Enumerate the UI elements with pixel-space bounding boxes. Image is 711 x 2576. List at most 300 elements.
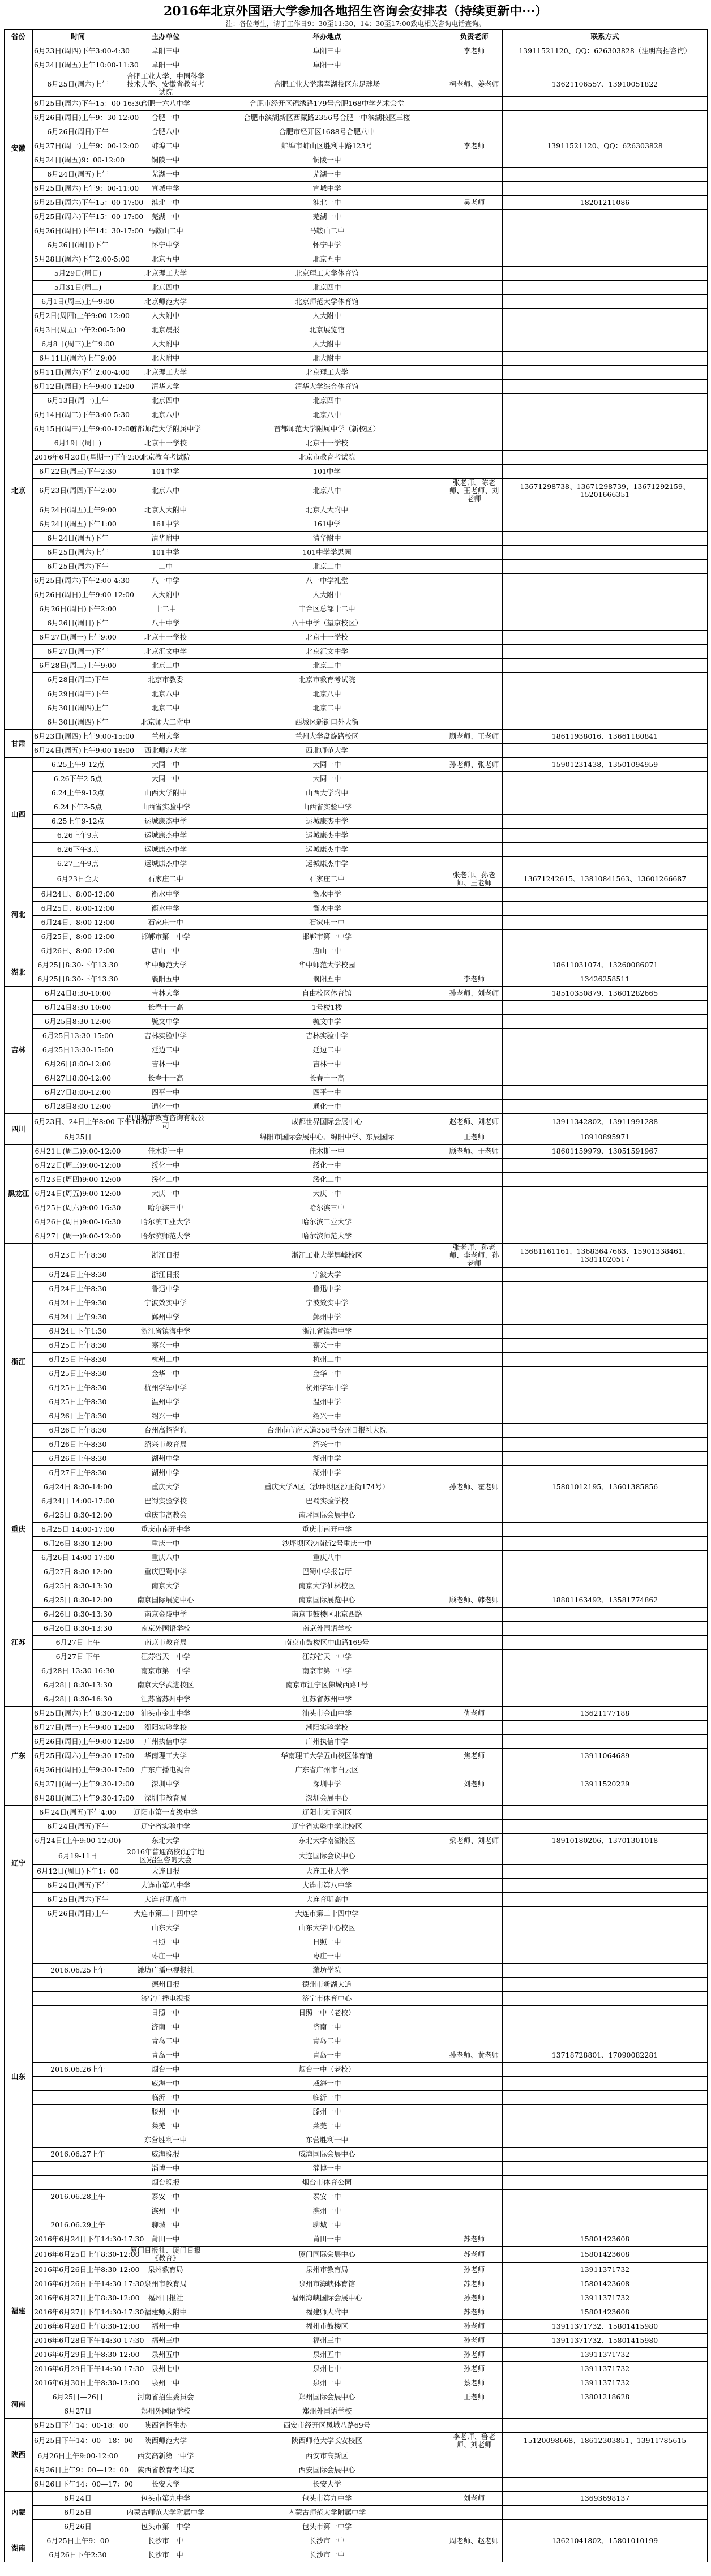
location-cell: 大同一中 (208, 772, 446, 786)
person-cell (446, 1692, 503, 1707)
organizer-cell: 合肥一六八中学 (123, 97, 208, 111)
location-cell: 浙江工业大学屏峰校区 (208, 1244, 446, 1268)
contact-cell (503, 2119, 708, 2133)
person-cell (446, 1678, 503, 1692)
table-row (5, 815, 708, 829)
table-row (5, 139, 708, 153)
contact-cell (503, 786, 708, 800)
organizer-cell: 南京大学武进校区 (123, 1678, 208, 1692)
location-cell: 日照一中（老校） (208, 2006, 446, 2020)
event-time-cell: 6月27日 (33, 2404, 123, 2419)
contact-cell (503, 1086, 708, 1100)
table-row (5, 1229, 708, 1244)
contact-cell (503, 888, 708, 902)
contact-cell (503, 1381, 708, 1395)
contact-cell: 13621177188 (503, 1707, 708, 1721)
location-cell: 绥化二中 (208, 1173, 446, 1187)
person-cell (446, 1282, 503, 1296)
table-row (5, 1565, 708, 1579)
organizer-cell: 陕西省招生办 (123, 2419, 208, 2433)
person-cell: 顾老师、韩老师 (446, 1593, 503, 1608)
table-row (5, 2020, 708, 2034)
event-time-cell: 5月31日(周二) (33, 281, 123, 295)
event-time-cell: 6月25日 (33, 1130, 123, 1145)
event-time-cell: 6月23日(周四)下午2:00 (33, 479, 123, 503)
contact-cell (503, 1201, 708, 1215)
organizer-cell: 四平一中 (123, 1086, 208, 1100)
person-cell (446, 532, 503, 546)
organizer-cell: 四川城市教育咨询有限公司 (123, 1114, 208, 1130)
contact-cell: 13621106557、13910051822 (503, 72, 708, 97)
organizer-cell: 陕西师范大学 (123, 2433, 208, 2449)
contact-cell (503, 930, 708, 944)
contact-cell (503, 2105, 708, 2119)
event-time-cell: 6月26日下午2:30 (33, 2548, 123, 2562)
organizer-cell: 北京五中 (123, 252, 208, 267)
table-row (5, 394, 708, 408)
event-time-cell: 6月24日下午1:30 (33, 1325, 123, 1339)
event-time-cell: 6月26日 (33, 2520, 123, 2534)
event-time-cell: 6月25日(周六)上午 (33, 546, 123, 560)
table-row (5, 1749, 708, 1763)
table-row (5, 2190, 708, 2204)
contact-cell: 18910180206、13701301018 (503, 1834, 708, 1848)
organizer-cell: 唐山一中 (123, 944, 208, 958)
person-cell (446, 337, 503, 352)
contact-cell (503, 916, 708, 930)
event-time-cell: 6月26日下午14：00—17：00 (33, 2478, 123, 2492)
contact-cell: 13911371732、15801415980 (503, 2320, 708, 2334)
location-cell: 泉州五中 (208, 2348, 446, 2362)
event-time-cell: 6月12日(周日)下午1：00 (33, 1865, 123, 1879)
organizer-cell: 聊城一中 (123, 2218, 208, 2232)
organizer-cell: 德州日报 (123, 1978, 208, 1992)
location-cell: 北京四中 (208, 394, 446, 408)
contact-cell (503, 1438, 708, 1452)
province-cell-neimenggu: 内蒙 (5, 2492, 33, 2534)
organizer-cell: 南京市第一中学 (123, 1664, 208, 1678)
location-cell: 南京市鼓楼区中山路169号 (208, 1636, 446, 1650)
table-row (5, 532, 708, 546)
organizer-cell: 绍兴市教育局 (123, 1438, 208, 1452)
location-cell: 石家庄一中 (208, 916, 446, 930)
location-cell: 北京二中 (208, 701, 446, 715)
event-time-cell: 6月25日 (33, 2506, 123, 2520)
table-row (5, 252, 708, 267)
contact-cell (503, 1978, 708, 1992)
person-cell: 李老师、鲁老师、刘老师 (446, 2433, 503, 2449)
table-row (5, 758, 708, 772)
person-cell (446, 588, 503, 602)
organizer-cell: 八十中学 (123, 616, 208, 631)
location-cell: 东营胜利一中 (208, 2133, 446, 2148)
table-row (5, 1763, 708, 1777)
organizer-cell: 东营胜利一中 (123, 2133, 208, 2148)
organizer-cell: 山西大学附中 (123, 786, 208, 800)
event-time-cell: 6月24日上午9:30 (33, 1296, 123, 1310)
event-time-cell: 6月24日(周五)下午 (33, 532, 123, 546)
location-cell: 临沂一中 (208, 2091, 446, 2105)
organizer-cell: 芜湖一中 (123, 168, 208, 182)
organizer-cell: 运城康杰中学 (123, 857, 208, 871)
table-row (5, 701, 708, 715)
location-cell: 南京市第一中学 (208, 1664, 446, 1678)
event-time-cell (33, 2204, 123, 2218)
contact-cell: 13911371732 (503, 2348, 708, 2362)
table-row (5, 1114, 708, 1130)
contact-cell (503, 1310, 708, 1325)
person-cell (446, 2063, 503, 2077)
person-cell (446, 323, 503, 337)
contact-cell: 18611031074、13260086071 (503, 958, 708, 972)
organizer-cell: 山东大学 (123, 1921, 208, 1935)
event-time-cell: 6月26日(周日)上午9:30-17:00 (33, 1763, 123, 1777)
event-time-cell: 6月24日(周五)9:00-12:00 (33, 1187, 123, 1201)
person-cell (446, 2162, 503, 2176)
table-row (5, 829, 708, 843)
table-row (5, 843, 708, 857)
person-cell (446, 2077, 503, 2091)
location-cell: 北京四中 (208, 281, 446, 295)
location-cell: 大同一中 (208, 758, 446, 772)
event-time-cell: 6月25日(周六)下午2:00-4:30 (33, 574, 123, 588)
location-cell: 西北师范大学 (208, 744, 446, 758)
event-time-cell: 6月24日、8:00-12:00 (33, 916, 123, 930)
table-row (5, 1015, 708, 1029)
contact-cell (503, 673, 708, 687)
person-cell (446, 1100, 503, 1114)
table-row (5, 1381, 708, 1395)
location-cell: 阜阳三中 (208, 44, 446, 58)
table-row (5, 224, 708, 238)
contact-cell (503, 1636, 708, 1650)
header-province: 省份 (5, 30, 33, 44)
organizer-cell: 合肥八中 (123, 125, 208, 139)
event-time-cell: 6.27上午9点 (33, 857, 123, 871)
location-cell: 莱芜一中 (208, 2119, 446, 2133)
event-time-cell: 6月26日(周日)下午2:00 (33, 602, 123, 616)
event-time-cell: 6月25日 8:30-12:00 (33, 1593, 123, 1608)
location-cell: 嘉兴一中 (208, 1339, 446, 1353)
person-cell (446, 2020, 503, 2034)
organizer-cell: 重庆一中 (123, 1537, 208, 1551)
table-row (5, 1721, 708, 1735)
person-cell (446, 916, 503, 930)
organizer-cell: 北京师范大学 (123, 295, 208, 309)
person-cell (446, 2133, 503, 2148)
organizer-cell: 北京二中 (123, 701, 208, 715)
province-cell-henan: 河南 (5, 2390, 33, 2419)
contact-cell (503, 815, 708, 829)
location-cell: 八一中学礼堂 (208, 574, 446, 588)
contact-cell: 18510350879、13601282665 (503, 987, 708, 1001)
location-cell: 包头市第一中学 (208, 2520, 446, 2534)
location-cell: 北京汇文中学 (208, 645, 446, 659)
event-time-cell: 6月25日(周六)上午8:30-12:00 (33, 1707, 123, 1721)
person-cell (446, 1159, 503, 1173)
table-row (5, 1650, 708, 1664)
person-cell (446, 1820, 503, 1834)
table-row (5, 560, 708, 574)
organizer-cell: 巴蜀实验学校 (123, 1494, 208, 1508)
event-time-cell: 6月14日(周二)下午3:00-5:30 (33, 408, 123, 422)
person-cell: 焦老师 (446, 1749, 503, 1763)
location-cell: 北京八中 (208, 408, 446, 422)
location-cell: 蚌埠市蚌山区胜利中路123号 (208, 139, 446, 153)
contact-cell (503, 616, 708, 631)
location-cell: 北京八中 (208, 687, 446, 701)
organizer-cell: 运城康杰中学 (123, 843, 208, 857)
person-cell (446, 1494, 503, 1508)
contact-cell (503, 517, 708, 532)
event-time-cell: 6月26日8:00-12:00 (33, 1057, 123, 1071)
person-cell (446, 857, 503, 871)
person-cell (446, 659, 503, 673)
contact-cell (503, 1992, 708, 2006)
person-cell (446, 380, 503, 394)
person-cell (446, 1893, 503, 1907)
person-cell (446, 1187, 503, 1201)
location-cell: 济南一中 (208, 2020, 446, 2034)
location-cell: 山东大学中心校区 (208, 1921, 446, 1935)
event-time-cell: 6月22日(周三)9:00-12:00 (33, 1159, 123, 1173)
table-row (5, 1551, 708, 1565)
event-time-cell: 6月25日13:30-15:00 (33, 1029, 123, 1043)
event-time-cell: 6月23日上午8:30 (33, 1244, 123, 1268)
contact-cell: 13911521120、QQ：626303828（注明高招咨询） (503, 44, 708, 58)
table-row (5, 182, 708, 196)
person-cell (446, 958, 503, 972)
table-row (5, 800, 708, 815)
location-cell: 南京外国语学校 (208, 1622, 446, 1636)
table-row (5, 2006, 708, 2020)
organizer-cell: 北京四中 (123, 281, 208, 295)
organizer-cell: 东北大学 (123, 1834, 208, 1848)
contact-cell (503, 645, 708, 659)
event-time-cell: 6月25日 8:30-12:00 (33, 1508, 123, 1523)
contact-cell (503, 631, 708, 645)
location-cell: 首都师范大学附属中学（新校区） (208, 422, 446, 436)
event-time-cell: 6月25日8:30-12:00 (33, 1015, 123, 1029)
table-row (5, 786, 708, 800)
location-cell: 衡水中学 (208, 902, 446, 916)
event-time-cell: 6月28日(周二)下午 (33, 673, 123, 687)
person-cell (446, 631, 503, 645)
person-cell (446, 2091, 503, 2105)
organizer-cell: 石家庄一中 (123, 916, 208, 930)
organizer-cell: 台州高招咨询 (123, 1424, 208, 1438)
table-row (5, 2176, 708, 2190)
person-cell (446, 97, 503, 111)
location-cell: 芜湖一中 (208, 168, 446, 182)
person-cell: 赵老师、刘老师 (446, 1114, 503, 1130)
event-time-cell: 6月26日上午9:00-12:00 (33, 2449, 123, 2463)
table-row (5, 1310, 708, 1325)
table-row (5, 479, 708, 503)
table-row (5, 1268, 708, 1282)
table-row (5, 2463, 708, 2478)
table-row (5, 1086, 708, 1100)
event-time-cell: 6.25上午9-12点 (33, 758, 123, 772)
location-cell: 巴蜀中学报告厅 (208, 1565, 446, 1579)
location-cell: 人大附中 (208, 337, 446, 352)
location-cell: 四平一中 (208, 1086, 446, 1100)
person-cell (446, 2548, 503, 2562)
person-cell (446, 394, 503, 408)
table-row (5, 1244, 708, 1268)
organizer-cell: 哈尔滨工业大学 (123, 1215, 208, 1229)
person-cell (446, 1964, 503, 1978)
person-cell (446, 2478, 503, 2492)
organizer-cell: 莱芜一中 (123, 2119, 208, 2133)
contact-cell (503, 1622, 708, 1636)
person-cell (446, 888, 503, 902)
table-row (5, 2305, 708, 2320)
person-cell (446, 2119, 503, 2133)
organizer-cell: 长安大学 (123, 2478, 208, 2492)
organizer-cell: 绍兴一中 (123, 1409, 208, 1424)
event-time-cell (33, 2133, 123, 2148)
organizer-cell: 绥化二中 (123, 1173, 208, 1187)
event-time-cell: 6月24日(周五)上午10:00-11:30 (33, 58, 123, 72)
event-time-cell: 6月25日(周六)9:00-16:30 (33, 1201, 123, 1215)
organizer-cell: 湖州中学 (123, 1452, 208, 1466)
organizer-cell: 161中学 (123, 517, 208, 532)
organizer-cell: 滨州一中 (123, 2204, 208, 2218)
event-time-cell: 6月25日上午9：00 (33, 2534, 123, 2548)
event-time-cell: 6月26日上午8:30 (33, 1424, 123, 1438)
contact-cell (503, 1508, 708, 1523)
table-row (5, 2162, 708, 2176)
organizer-cell: 大连市第二十四中学 (123, 1907, 208, 1921)
organizer-cell: 北京四中 (123, 394, 208, 408)
contact-cell (503, 2463, 708, 2478)
contact-cell (503, 1424, 708, 1438)
person-cell (446, 616, 503, 631)
table-row (5, 972, 708, 987)
contact-cell (503, 2133, 708, 2148)
person-cell (446, 1452, 503, 1466)
page-subtitle: 注：各位考生，请于工作日9：30至11:30，14：30至17:00致电相关咨询电话查询。 (225, 20, 486, 28)
location-cell: 淄博一中 (208, 2162, 446, 2176)
person-cell (446, 1565, 503, 1579)
table-row (5, 465, 708, 479)
event-time-cell: 6月25日 14:00-17:00 (33, 1523, 123, 1537)
contact-cell (503, 422, 708, 436)
contact-cell (503, 252, 708, 267)
contact-cell: 13911371732 (503, 2263, 708, 2277)
event-time-cell: 6月26日上午9：00—12：00 (33, 2463, 123, 2478)
person-cell (446, 1935, 503, 1949)
event-time-cell: 6月24日上午8:30 (33, 1268, 123, 1282)
contact-cell (503, 1367, 708, 1381)
organizer-cell: 北京二中 (123, 659, 208, 673)
contact-cell (503, 744, 708, 758)
location-cell: 北京人大附中 (208, 503, 446, 517)
location-cell: 北大附中 (208, 352, 446, 366)
event-time-cell: 6月25日上午8:30 (33, 1339, 123, 1353)
location-cell: 运城康杰中学 (208, 857, 446, 871)
table-row (5, 2204, 708, 2218)
event-time-cell: 6月26日上午8:30 (33, 1409, 123, 1424)
contact-cell: 13718728801、17090082281 (503, 2048, 708, 2063)
contact-cell: 13911342802、13911991288 (503, 1114, 708, 1130)
contact-cell (503, 337, 708, 352)
event-time-cell: 2016.06.25上午 (33, 1964, 123, 1978)
table-row (5, 97, 708, 111)
location-cell: 吉林一中 (208, 1057, 446, 1071)
organizer-cell: 西北师范大学 (123, 744, 208, 758)
event-time-cell: 6月8日(周三)上午9:00 (33, 337, 123, 352)
location-cell: 绵阳市国际会展中心、绵阳中学、东辰国际 (208, 1130, 446, 1145)
contact-cell (503, 111, 708, 125)
event-time-cell: 6月24日(周五)下午4:00 (33, 1806, 123, 1820)
province-cell-guangdong: 广东 (5, 1707, 33, 1806)
person-cell (446, 1551, 503, 1565)
contact-cell (503, 1268, 708, 1282)
organizer-cell: 杭州学军中学 (123, 1381, 208, 1395)
contact-cell (503, 772, 708, 786)
person-cell: 吴老师 (446, 196, 503, 210)
location-cell: 杭州学军中学 (208, 1381, 446, 1395)
location-cell: 衡水中学 (208, 888, 446, 902)
organizer-cell: 南京市教育局 (123, 1636, 208, 1650)
table-row (5, 1145, 708, 1159)
table-row (5, 958, 708, 972)
contact-cell (503, 58, 708, 72)
organizer-cell: 临沂一中 (123, 2091, 208, 2105)
table-row (5, 1707, 708, 1721)
person-cell: 苏老师 (446, 2305, 503, 2320)
person-cell (446, 1608, 503, 1622)
person-cell (446, 673, 503, 687)
table-row (5, 1466, 708, 1480)
event-time-cell: 6月1日(周三)上午9:00 (33, 295, 123, 309)
contact-cell (503, 659, 708, 673)
event-time-cell: 2016年6月26日上午8:30-12:00 (33, 2263, 123, 2277)
organizer-cell: 北京十一学校 (123, 436, 208, 451)
organizer-cell: 毓文中学 (123, 1015, 208, 1029)
contact-cell (503, 2162, 708, 2176)
table-row (5, 1282, 708, 1296)
table-row (5, 1100, 708, 1114)
organizer-cell: 首都师范大学附属中学 (123, 422, 208, 436)
location-cell: 铜陵一中 (208, 153, 446, 168)
table-row (5, 2520, 708, 2534)
table-row (5, 2232, 708, 2247)
location-cell: 大庆一中 (208, 1187, 446, 1201)
person-cell (446, 1865, 503, 1879)
location-cell: 江苏省天一中学 (208, 1650, 446, 1664)
location-cell: 杭州二中 (208, 1353, 446, 1367)
organizer-cell: 浙江日报 (123, 1268, 208, 1282)
organizer-cell: 滕州一中 (123, 2105, 208, 2119)
person-cell: 仇老师 (446, 1707, 503, 1721)
event-time-cell: 2016年6月28日下午14:30-17:30 (33, 2334, 123, 2348)
organizer-cell: 101中学 (123, 465, 208, 479)
organizer-cell: 哈尔滨三中 (123, 1201, 208, 1215)
person-cell (446, 1523, 503, 1537)
event-time-cell: 2016年6月30日上午8:30-12:00 (33, 2376, 123, 2390)
location-cell: 潮阳实验学校 (208, 1721, 446, 1735)
event-time-cell: 6月26日(周日)上午9：30-12:00 (33, 111, 123, 125)
table-row (5, 1424, 708, 1438)
person-cell: 苏老师 (446, 2247, 503, 2263)
table-row (5, 451, 708, 465)
contact-cell (503, 1791, 708, 1806)
contact-cell (503, 1187, 708, 1201)
province-cell-zhejiang: 浙江 (5, 1244, 33, 1480)
